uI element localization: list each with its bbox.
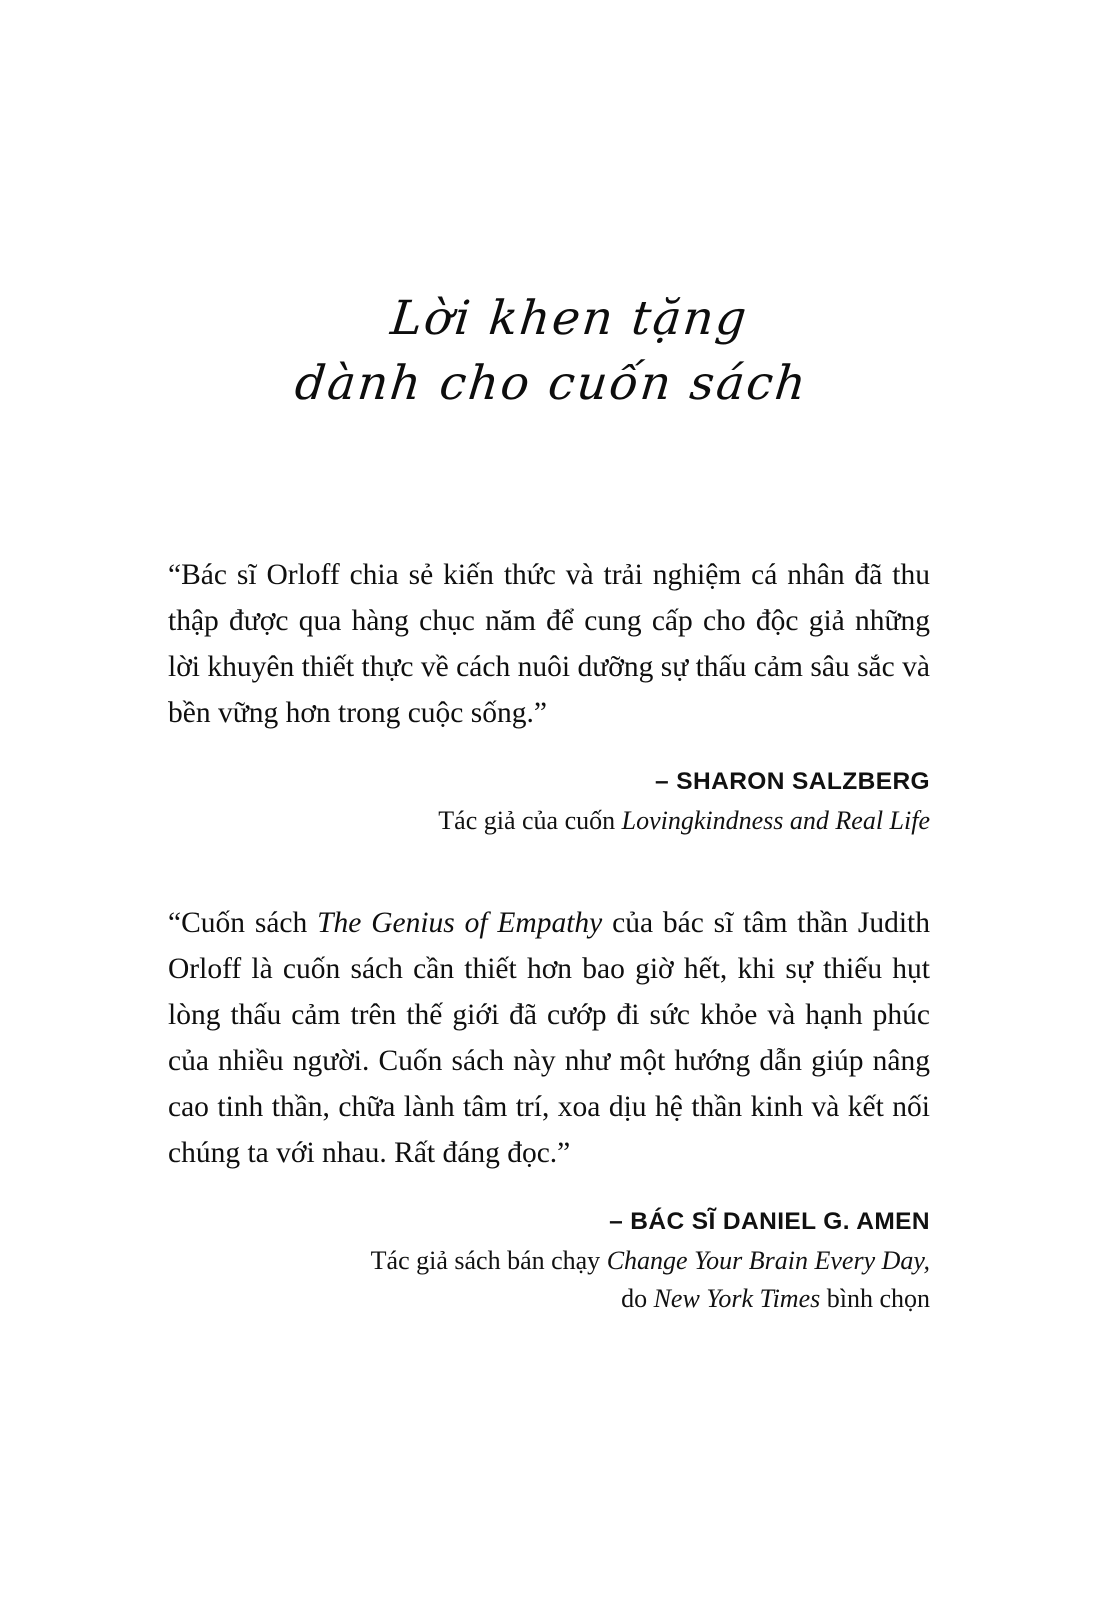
attribution-name: – BÁC SĨ DANIEL G. AMEN xyxy=(609,1208,930,1235)
testimonial-block xyxy=(168,900,930,1318)
testimonial-block xyxy=(168,552,930,840)
page-title-line-2: dành cho cuốn sách xyxy=(292,356,811,412)
attribution-source: Tác giả sách bán chạy Change Your Brain Every Day, xyxy=(370,1246,930,1275)
testimonial-text: “Cuốn sách The Genius of Empathy của bác sĩ tâm thần Judith Orloff là cuốn sách cần thiết hơn bao giờ hết, khi sự thiếu hụt lòng thấu cảm trên thế giới đã cướp đi sức khỏe và hạnh phúc của nhiều người. Cuốn sách này như một hướng dẫn giúp nâng cao tinh thần, chữa lành tâm trí, xoa dịu hệ thần kinh và kết nối chúng ta với nhau. Rất đáng đọc.” xyxy=(168,907,931,1169)
testimonial-attribution xyxy=(168,1208,930,1318)
page-title-line-1: Lời khen tặng xyxy=(388,291,751,346)
attribution-source-line-2: do New York Times bình chọn xyxy=(621,1284,930,1313)
testimonial-text: “Bác sĩ Orloff chia sẻ kiến thức và trải nghiệm cá nhân đã thu thập được qua hàng chục năm để cung cấp cho độc giả những lời khuyên thiết thực về cách nuôi dưỡng sự thấu cảm sâu sắc và bền vững hơn trong cuộc sống.” xyxy=(168,559,930,729)
attribution-name: – SHARON SALZBERG xyxy=(655,768,930,795)
testimonial-attribution xyxy=(168,768,930,840)
attribution-source: Tác giả của cuốn Lovingkindness and Real Life xyxy=(438,806,930,835)
page-title xyxy=(0,288,1103,414)
